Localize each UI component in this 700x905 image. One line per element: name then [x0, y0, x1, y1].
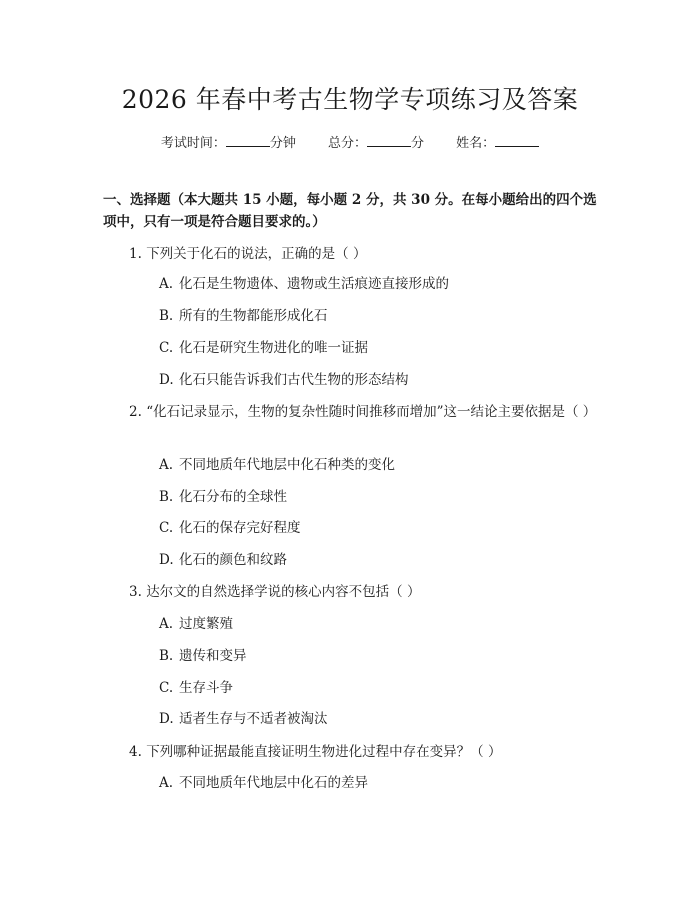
option-letter: D.: [159, 552, 174, 568]
option-letter: C.: [159, 340, 174, 356]
option-text: 不同地质年代地层中化石种类的变化: [179, 457, 395, 473]
exam-name: [456, 136, 539, 151]
option-letter: D.: [159, 711, 174, 727]
option-letter: B.: [159, 489, 174, 505]
question-text: 达尔文的自然选择学说的核心内容不包括（ ）: [146, 584, 421, 600]
option-item: [159, 306, 328, 326]
section-heading: 一、选择题（本大题共 15 小题，每小题 2 分，共 30 分。在每小题给出的四个选项中，只有一项是符合题目要求的。）: [103, 192, 597, 230]
option-text: 化石只能告诉我们古代生物的形态结构: [179, 372, 409, 388]
option-text: 化石的颜色和纹路: [179, 552, 287, 568]
option-item: [159, 455, 395, 475]
option-text: 不同地质年代地层中化石的差异: [179, 775, 368, 791]
question-text: “化石记录显示，生物的复杂性随时间推移而增加”这一结论主要依据是（ ）: [146, 404, 597, 420]
question-2: [103, 401, 598, 424]
question-3: [103, 581, 598, 604]
exam-score: [328, 136, 424, 151]
option-letter: A.: [159, 276, 174, 292]
option-letter: A.: [159, 457, 174, 473]
question-number: 1.: [129, 246, 142, 262]
question-text: 下列关于化石的说法，正确的是（ ）: [146, 246, 367, 262]
page-title: 2026 年春中考古生物学专项练习及答案: [121, 85, 579, 114]
option-text: 生存斗争: [179, 680, 233, 696]
question-number: 2.: [129, 404, 142, 420]
question-number: 3.: [129, 584, 142, 600]
option-item: [159, 550, 287, 570]
time-label: 考试时间：: [160, 136, 226, 151]
score-blank: [367, 134, 411, 147]
option-text: 化石分布的全球性: [179, 489, 287, 505]
option-letter: B.: [159, 308, 174, 324]
time-blank: [226, 134, 270, 147]
option-item: [159, 773, 368, 793]
option-text: 适者生存与不适者被淘汰: [179, 711, 328, 727]
name-label: 姓名：: [456, 136, 496, 151]
option-letter: A.: [159, 616, 174, 632]
option-item: [159, 678, 233, 698]
score-unit: 分: [411, 136, 425, 151]
option-letter: C.: [159, 520, 174, 536]
option-item: [159, 274, 449, 294]
option-text: 所有的生物都能形成化石: [179, 308, 328, 324]
question-number: 4.: [129, 744, 142, 760]
option-item: [159, 370, 409, 390]
exam-time: [161, 136, 296, 151]
question-text: 下列哪种证据最能直接证明生物进化过程中存在变异？（ ）: [146, 744, 502, 760]
name-blank: [495, 134, 539, 147]
option-item: [159, 614, 233, 634]
question-4: [103, 741, 598, 764]
time-unit: 分钟: [269, 136, 296, 151]
score-label: 总分：: [327, 136, 367, 151]
option-letter: B.: [159, 648, 174, 664]
option-item: [159, 487, 287, 507]
option-item: [159, 709, 328, 729]
option-text: 化石的保存完好程度: [179, 520, 301, 536]
option-item: [159, 518, 301, 538]
option-letter: C.: [159, 680, 174, 696]
option-item: [159, 646, 247, 666]
option-text: 过度繁殖: [179, 616, 233, 632]
option-letter: A.: [159, 775, 174, 791]
option-letter: D.: [159, 372, 174, 388]
option-text: 化石是研究生物进化的唯一证据: [179, 340, 368, 356]
exam-meta: [0, 132, 700, 151]
option-text: 化石是生物遗体、遗物或生活痕迹直接形成的: [179, 276, 449, 292]
question-1: [103, 243, 598, 266]
option-text: 遗传和变异: [179, 648, 247, 664]
option-item: [159, 338, 368, 358]
